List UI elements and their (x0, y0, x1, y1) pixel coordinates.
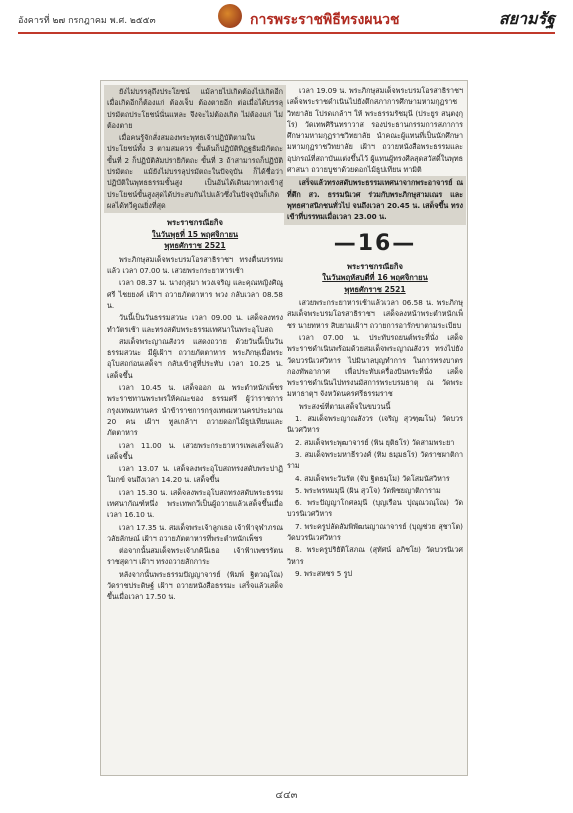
list-item: 9. พระสหชร 5 รูป (295, 568, 353, 578)
section-heading-line: ในวันพุธที่ 15 พฤศจิกายน (151, 229, 239, 239)
paragraph: เวลา 17.35 น. สมเด็จพระเจ้าลูกเธอ เจ้าฟ้าจุฬาภรณวลัยลักษณ์ เฝ้าฯ ถวายภัตตาหารที่พระตำหนักเพ็ชร (107, 522, 283, 543)
header-title: การพระราชพิธีทรงผนวช (250, 12, 400, 28)
left-intro-block (104, 85, 286, 213)
paragraph: เวลา 08.37 น. นางกุสุมา พวงเจริญ และคุณหญิงศิณูศรี ไชยยงค์ เฝ้าฯ ถวายภัตตาหาร พวง กลับเวลา 08.58 น. (107, 278, 283, 310)
left-column (107, 85, 283, 604)
paragraph: พระสงฆ์ที่ตามเสด็จในขบวนนี้ (299, 401, 391, 411)
paragraph: เมื่อคนรู้จักสั่งสมองพระพุทธเจ้าปฏิบัติตามในประโยชน์ทั้ง 3 ตามสมควร ขั้นต้นก็ปฏิบัติทิฏฐธัมมิกัตถะ ขั้นที่ 2 ก็ปฏิบัติสัมปรายิกัตถะ ขั้นที่ 3 ถ้าสามารถก็ปฏิบัติปรมัตถะ แม้ยังไม่บรรลุปรมัตถะในปัจจุบัน ก็ได้ชื่อว่าปฏิบัติในพุทธธรรมขั้นสูง เป็นอันได้เดินมาทางเข้าสู่ประโยชน์ขั้นสูงสุดได้ประสบกันไปแล้วซึ่งในปัจจุบันก็เกิดผลได้ทวีคูณยิ่งที่สุด (107, 133, 283, 210)
paragraph: หลังจากนั้นพระธรรมปัญญาจารย์ (พิมพ์ ฐิตวณฺโณ) วัดราชประดิษฐ์ เฝ้าฯ ถวายหนังสือธรรมะ เสร็จแล้วเสด็จขึ้นเมื่อเวลา 17.50 น. (107, 569, 283, 602)
paragraph: ต่อจากนั้นสมเด็จพระเจ้าภคินีเธอ เจ้าฟ้าเพชรรัตนราชสุดาฯ เฝ้าฯ ทรงถวายสักการะ (107, 546, 283, 567)
paragraph: เสวยพระกระยาหารเช้าแล้วเวลา 06.58 น. พระภิกษุสมเด็จพระบรมโอรสาธิราชฯ เสด็จลงหน้าพระตำหนักเพ็ชร นายทหาร สิบยามเฝ้าฯ ถวายการอารักขาตามระเบียบ (287, 298, 463, 330)
section-heading-16 (287, 261, 463, 296)
list-item: 4. สมเด็จพระวันรัต (จับ ฐิตธมฺโม) วัดโสมนัสวิหาร (295, 473, 450, 483)
section-heading-line: พุทธศักราช 2521 (344, 284, 406, 294)
section-heading-line: พุทธศักราช 2521 (164, 241, 226, 251)
list-item: 3. สมเด็จพระมหาธีรวงศ์ (ทิม ธมฺมธโร) วัดราชผาติการาม (287, 449, 463, 471)
page-number: ๔๔๓ (275, 790, 298, 801)
section-heading-line: ในวันพฤหัสบดีที่ 16 พฤศจิกายน (322, 273, 428, 283)
page-header (18, 6, 555, 34)
royal-emblem-icon (218, 4, 242, 28)
header-date: อังคารที่ ๒๗ กรกฎาคม พ.ศ. ๒๕๕๓ (18, 16, 156, 26)
list-item: 8. พระครูปริยัติโสภณ (สุทัศน์ อภิชโย) วัดบวรนิเวศวิหาร (287, 545, 463, 566)
paragraph: เวลา 19.09 น. พระภิกษุสมเด็จพระบรมโอรสาธิราชฯ เสด็จพระราชดำเนินไปยังตึกสภาการศึกษามหามกุฏราชวิทยาลัย โปรดเกล้าฯ ให้ พระธรรมรัชมุนี (ประยูร สนฺตงฺกุโร) วัดเทพศิรินทราวาส รองประธานกรรมการสภาการศึกษามหามกุฏราชวิทยาลัย นำคณะผู้แทนที่เป็นนักศึกษามหามกุฏราชวิทยาลัย เฝ้าฯ ถวายหนังสือพระธรรมและอุปกรณ์ที่สถาบันแต่งขึ้นไว้ ผู้แทนผู้ทรงศีลสุดสวัสดิ์ในพุทธศาสนา ถวายบูชาด้วยดอกไม้ธูปเทียน ทามิติ (287, 86, 463, 175)
paragraph: ยังไม่บรรลุถึงประโยชน์ แม้ลายไปเกิดต้องไปเกิดอีก เมื่อเกิดอีกก็ต้องแก่ ต้องเจ็บ ต้องตายอีก ต่อเมื่อได้บรรลุปรมัตถประโยชน์นั่นแหละ จึงจะไม่ต้องเกิด ไม่ต้องแก่ ไม่ต้องตาย (107, 87, 283, 130)
list-item: 7. พระครูปลัดสัมพิพัฒนญาณาจารย์ (บุญช่วย สุชาโต) วัดบวรนิเวศวิหาร (287, 521, 463, 542)
list-item: 2. สมเด็จพระพุฒาจารย์ (พิน ยุติธโร) วัดสามพระยา (295, 437, 455, 447)
paragraph: วันนี้เป็นวันธรรมสวนะ เวลา 09.00 น. เสด็จลงทรงทำวัตรเช้า และทรงสดับพระธรรมเทศนาในพระอุโบสถ (107, 313, 283, 334)
paragraph: เวลา 13.07 น. เสด็จลงพระอุโบสถทรงสดับพระปาฏิโมกข์ จนถึงเวลา 14.20 น. เสด็จขึ้น (107, 464, 283, 485)
paragraph: เสร็จแล้วทรงสดับพระธรรมเทศนาจากพระอาจารย์ ณ ที่ตึก สว. ธรรมนิเวศ ร่วมกับพระภิกษุสามเณร และพุทธศาสนิกชนทั่วไป จนถึงเวลา 20.45 น. เสด็จขึ้น ทรงเข้าที่บรรทมเมื่อเวลา 23.00 น. (287, 178, 463, 222)
section-heading-15 (107, 217, 283, 252)
paragraph: เวลา 11.00 น. เสวยพระกระยาหารเพลเสร็จแล้วเสด็จขึ้น (107, 440, 283, 461)
list-item: 1. สมเด็จพระญาณสังวร (เจริญ สุวฑฺฒโน) วัดบวรนิเวศวิหาร (287, 414, 463, 435)
right-shaded-block (284, 176, 466, 224)
paragraph: สมเด็จพระญาณสังวร แสดงถวาย ด้วยวันนี้เป็นวันธรรมสวนะ มีผู้เฝ้าฯ ถวายภัตตาหาร พระภิกษุเมื่อพระอุโบสถก่อนเสด็จฯ กลับเข้าสู่ที่ประทับ เวลา 10.25 น. เสด็จขึ้น (107, 336, 283, 380)
scanned-page (100, 80, 468, 776)
right-column (287, 85, 463, 580)
paragraph: เวลา 10.45 น. เสด็จออก ณ พระตำหนักเพ็ชร พระราชทานพระพรให้คณะของ ธรรมศรี ผู้ว่าราชการกรุงเทพมหานคร นำข้าราชการกรุงเทพมหานครประมาณ 20 คน เฝ้าฯ ทูลเกล้าฯ ถวายดอกไม้ธูปเทียนและภัตตาหาร (107, 383, 283, 438)
monk-list (287, 413, 463, 579)
newspaper-logo: สยามรัฐ (498, 9, 555, 28)
section-heading-line: พระราชกรณียกิจ (167, 218, 223, 228)
section-heading-line: พระราชกรณียกิจ (347, 261, 403, 271)
paragraph: เวลา 15.30 น. เสด็จลงพระอุโบสถทรงสดับพระธรรมเทศนากัณฑ์หนึ่ง พระเทพกวีเป็นผู้ถวายแล้วเสด็จขึ้นเมื่อเวลา 16.10 น. (107, 487, 283, 520)
paragraph: เวลา 07.00 น. ประทับรถยนต์พระที่นั่ง เสด็จพระราชดำเนินพร้อมด้วยสมเด็จพระญาณสังวร ทรงไปยังวัดบวรนิเวศวิหาร ไปมินาลบุญทำการ ในการทรงบาตร กองทัพอากาศ เพื่อประทับเครื่องบินพระที่นั่ง เสด็จพระราชดำเนินไปทรงนมัสการพระบรมธาตุ ณ วัดพระมหาธาตุฯ จังหวัดนครศรีธรรมราช (287, 332, 463, 399)
list-item: 5. พระพรหมมุนี (ผิน สุวโจ) วัดพิชยญาติการาม (295, 485, 441, 495)
day-number: —16— (333, 230, 417, 256)
list-item: 6. พระปัญญาโกศลมุนี (บุญเรือน ปุณฺณวณฺโณ) วัดบวรนิเวศวิหาร (287, 498, 463, 519)
paragraph: พระภิกษุสมเด็จพระบรมโอรสาธิราชฯ ทรงตื่นบรรทมแล้ว เวลา 07.00 น. เสวยพระกระยาหารเช้า (107, 254, 283, 276)
